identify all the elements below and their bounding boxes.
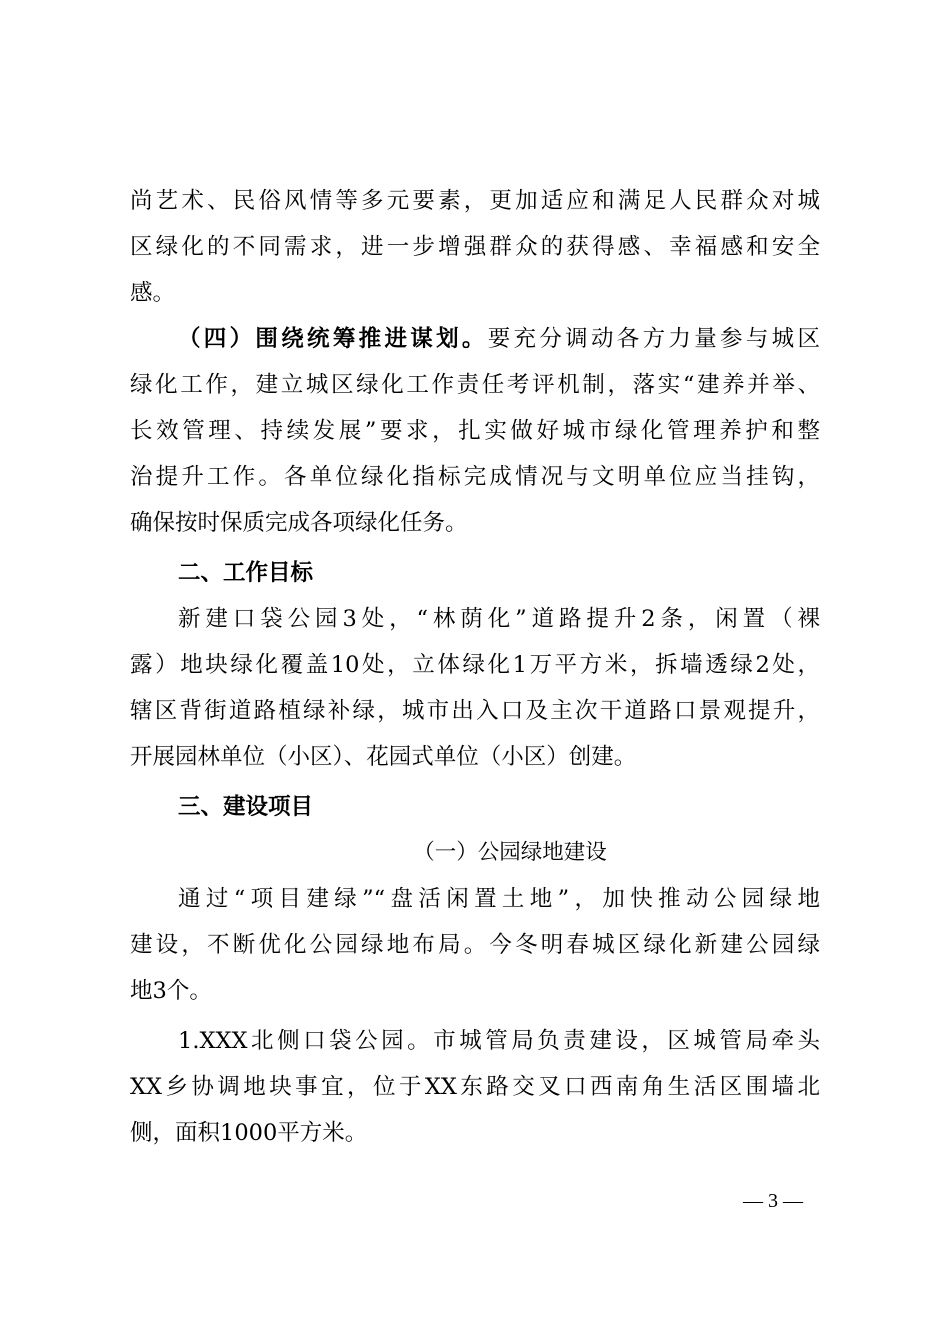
section-2-body [130, 596, 820, 780]
text-line: 区绿化的不同需求，进一步增强群众的获得感、幸福感和安全 [130, 234, 820, 260]
text-line: 确保按时保质完成各项绿化任务。 [130, 510, 468, 536]
paragraph-1 [130, 178, 820, 316]
text-line: 长效管理、持续发展”要求，扎实做好城市绿化管理养护和整 [130, 418, 820, 444]
text-line: 露）地块绿化覆盖10处，立体绿化1万平方米，拆墙透绿2处， [130, 652, 820, 678]
text-line: 开展园林单位（小区）、花园式单位（小区）创建。 [130, 744, 637, 770]
text-line: 新建口袋公园3处，“林荫化”道路提升2条，闲置（裸 [178, 606, 820, 632]
sub-heading-park-greenspace: （一）公园绿地建设 [413, 840, 607, 865]
section-heading-construction-projects: 三、建设项目 [178, 794, 314, 820]
text-line: XX乡协调地块事宜，位于XX东路交叉口西南角生活区围墙北 [130, 1074, 820, 1100]
text-line: 治提升工作。各单位绿化指标完成情况与文明单位应当挂钩， [130, 464, 820, 490]
text-line: 建设，不断优化公园绿地布局。今冬明春城区绿化新建公园绿 [130, 932, 820, 958]
section-3-paragraph-b [130, 1018, 820, 1156]
page-number: — 3 — [743, 1190, 803, 1212]
text-line: 感。 [130, 280, 176, 306]
text-line: 侧，面积1000平方米。 [130, 1120, 368, 1146]
text-line: 通过“项目建绿”“盘活闲置土地”，加快推动公园绿地 [178, 886, 820, 912]
paragraph-2 [130, 316, 820, 546]
text-line: 1.XXX北侧口袋公园。市城管局负责建设，区城管局牵头 [178, 1028, 820, 1054]
text-line: 辖区背街道路植绿补绿，城市出入口及主次干道路口景观提升， [130, 698, 820, 724]
text-line [130, 316, 820, 362]
document-body [130, 178, 820, 1156]
text-line: 尚艺术、民俗风情等多元要素，更加适应和满足人民群众对城 [130, 188, 820, 214]
text-span: 要充分调动各方力量参与城区 [487, 326, 820, 352]
text-line: 地3个。 [130, 978, 212, 1004]
section-heading-work-goals: 二、工作目标 [178, 560, 314, 586]
section-3-paragraph-a [130, 876, 820, 1014]
paragraph-lead-heading: （四）围绕统筹推进谋划。 [178, 326, 488, 352]
text-line: 绿化工作，建立城区绿化工作责任考评机制，落实“建养并举、 [130, 372, 820, 398]
